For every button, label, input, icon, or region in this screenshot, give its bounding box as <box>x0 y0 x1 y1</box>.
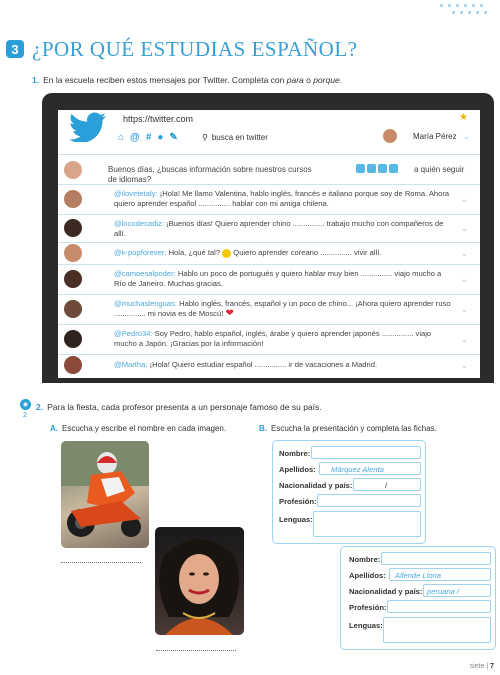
tweet-text: ¡Hola! Quiero estudiar español ............... ir de vacaciones a Madrid. <box>147 360 378 369</box>
nacionalidad-separator: / <box>385 481 388 490</box>
apellidos-value: Allende Llona <box>395 571 442 580</box>
info-card-1 <box>272 440 426 544</box>
search-icon: ⚲ <box>202 133 208 142</box>
partA-letter: A. <box>50 424 58 433</box>
user-menu[interactable] <box>383 129 470 143</box>
search-placeholder: busca en twitter <box>211 133 268 142</box>
follow-link[interactable]: a quién seguir <box>414 165 465 174</box>
exercise1-text-mid: o <box>303 75 314 85</box>
woman-portrait-photo <box>155 527 244 635</box>
chevron-down-icon[interactable]: ⌄ <box>462 130 471 141</box>
nombre-input[interactable] <box>381 552 491 565</box>
chevron-down-icon[interactable]: ⌄ <box>460 223 468 233</box>
partB-letter: B. <box>259 424 267 433</box>
avatar <box>64 190 82 208</box>
nombre-input[interactable] <box>311 446 421 459</box>
tweet-row <box>58 184 480 215</box>
tweet-handle[interactable]: @Pedro34: <box>114 329 153 338</box>
twitter-toolbar <box>118 132 178 143</box>
partA-instruction <box>50 424 226 433</box>
tweet-handle[interactable]: @locodecadiz: <box>114 219 164 228</box>
exercise1-text-end: . <box>339 75 343 85</box>
tweet-text-cont: Quiero aprender coreano ............... vivir allí. <box>231 248 382 257</box>
tweet-text: Hola, ¿qué tal? <box>166 248 223 257</box>
person-icon[interactable]: ● <box>157 132 164 143</box>
page-word: siete <box>469 663 485 670</box>
user-name: María Pérez <box>413 131 457 141</box>
label-apellidos: Apellidos: <box>349 571 386 580</box>
page-number: 7 <box>490 663 494 670</box>
tweet-row <box>58 354 480 376</box>
exercise1-instruction <box>32 75 342 85</box>
page-separator: | <box>486 663 489 670</box>
word-porque: porque <box>313 75 340 85</box>
section-title: ¿POR QUÉ ESTUDIAS ESPAÑOL? <box>32 37 358 61</box>
chevron-down-icon[interactable]: ⌄ <box>460 248 468 258</box>
tweet-text: ¡Buenos días! Quiero aprender chino ............... trabajo mucho con compañeros de allí. <box>114 219 444 238</box>
at-icon[interactable]: @ <box>130 132 140 143</box>
avatar <box>64 330 82 348</box>
chevron-down-icon[interactable]: ⌄ <box>460 274 468 284</box>
tweet-action-icons <box>356 164 400 176</box>
avatar <box>64 161 82 179</box>
tweet-handle[interactable]: @muchaslenguas: <box>114 299 178 308</box>
retweet-icon[interactable] <box>356 164 365 173</box>
exercise2-instruction <box>36 402 322 412</box>
tweet-handle[interactable]: @k-popforever: <box>114 248 167 257</box>
profesion-input[interactable] <box>317 494 421 507</box>
user-avatar <box>383 129 397 143</box>
tweet-row <box>58 214 480 243</box>
promo-tweet <box>58 156 480 185</box>
exercise2-number: 2. <box>36 402 44 412</box>
partB-instruction <box>259 424 437 433</box>
nacionalidad-value: peruana / <box>427 587 460 596</box>
label-lenguas: Lenguas: <box>279 515 313 524</box>
heart-icon: ❤ <box>225 308 234 319</box>
chevron-down-icon[interactable]: ⌄ <box>460 360 468 370</box>
audio-icon[interactable]: ◉ <box>20 399 31 410</box>
compose-icon[interactable]: ✎ <box>169 132 178 143</box>
twitter-bird-icon <box>68 112 108 142</box>
smiley-icon <box>222 249 231 258</box>
label-lenguas: Lenguas: <box>349 621 383 630</box>
tweet-text: ¡Hola! Me llamo Valentina, hablo inglés, francés e italiano porque soy de Roma. Ahora quiero aprender español ............... hablar con mi amiga chilena. <box>114 189 450 208</box>
promo-text: Buenos días, ¿buscas información sobre nuestros cursos de idiomas? <box>108 165 312 184</box>
search-field[interactable] <box>202 133 268 142</box>
motorcyclist-photo <box>61 441 149 548</box>
mail-icon[interactable] <box>378 164 387 173</box>
partA-text: Escucha y escribe el nombre en cada imagen. <box>62 424 227 433</box>
label-profesion: Profesión: <box>279 497 317 506</box>
chevron-down-icon[interactable]: ⌄ <box>460 304 468 314</box>
avatar <box>64 244 82 262</box>
answer-line-2[interactable] <box>156 650 236 651</box>
profesion-input[interactable] <box>387 600 491 613</box>
lenguas-input[interactable] <box>313 511 421 537</box>
tweet-handle[interactable]: @ilovetetaly: <box>114 189 158 198</box>
tweet-row <box>58 324 480 355</box>
reply-icon[interactable] <box>367 164 376 173</box>
avatar <box>64 219 82 237</box>
hashtag-icon[interactable]: # <box>145 132 152 143</box>
exercise1-text: En la escuela reciben estos mensajes por Twitter. Completa con <box>43 75 287 85</box>
apellidos-value: Márquez Alenta <box>331 465 384 474</box>
lenguas-input[interactable] <box>383 617 491 643</box>
tweet-handle[interactable]: @Martha: <box>114 360 148 369</box>
label-nombre: Nombre: <box>279 449 311 458</box>
tweet-text: Hablo un poco de portugués y quiero hablar muy bien ............... viajo mucho a Río de Janeiro. Muchas gracias. <box>114 269 442 288</box>
home-icon[interactable]: ⌂ <box>118 132 125 143</box>
exercise1-number: 1. <box>32 75 40 85</box>
answer-line-1[interactable] <box>61 562 141 563</box>
section-number: 3 <box>6 40 24 58</box>
word-para: para <box>286 75 304 85</box>
label-nacionalidad: Nacionalidad y país: <box>279 481 353 490</box>
tweet-handle[interactable]: @camoesalpoder: <box>114 269 176 278</box>
avatar <box>64 270 82 288</box>
exercise2-text: Para la fiesta, cada profesor presenta a un personaje famoso de su país. <box>47 402 322 412</box>
label-nacionalidad: Nacionalidad y país: <box>349 587 423 596</box>
tweet-row <box>58 264 480 295</box>
page-footer <box>470 663 494 670</box>
label-profesion: Profesión: <box>349 603 387 612</box>
avatar <box>64 356 82 374</box>
tweet-row <box>58 242 480 265</box>
audio-track-number: 2 <box>23 412 27 419</box>
chevron-down-icon[interactable]: ⌄ <box>460 194 468 204</box>
info-card-2 <box>340 546 496 650</box>
label-apellidos: Apellidos: <box>279 465 316 474</box>
avatar <box>64 300 82 318</box>
chevron-down-icon[interactable]: ⌄ <box>460 334 468 344</box>
address-bar[interactable]: https://twitter.com <box>123 114 194 124</box>
tweet-text: Hablo inglés, francés, español y un poco de chino... ¡Ahora quiero aprender ruso ............... mi novia es de Moscú! <box>114 299 451 318</box>
favorite-star-icon[interactable]: ★ <box>459 112 468 123</box>
tweet-row <box>58 294 480 325</box>
partB-text: Escucha la presentación y completa las fichas. <box>271 424 437 433</box>
label-nombre: Nombre: <box>349 555 381 564</box>
tweet-text: Soy Pedro, hablo español, inglés, árabe y quiero aprender japonés ............... viajo mucho a Japón. ¡Gracias por la información! <box>114 329 432 348</box>
corner-dots-decoration <box>430 0 500 22</box>
globe-icon[interactable] <box>389 164 398 173</box>
